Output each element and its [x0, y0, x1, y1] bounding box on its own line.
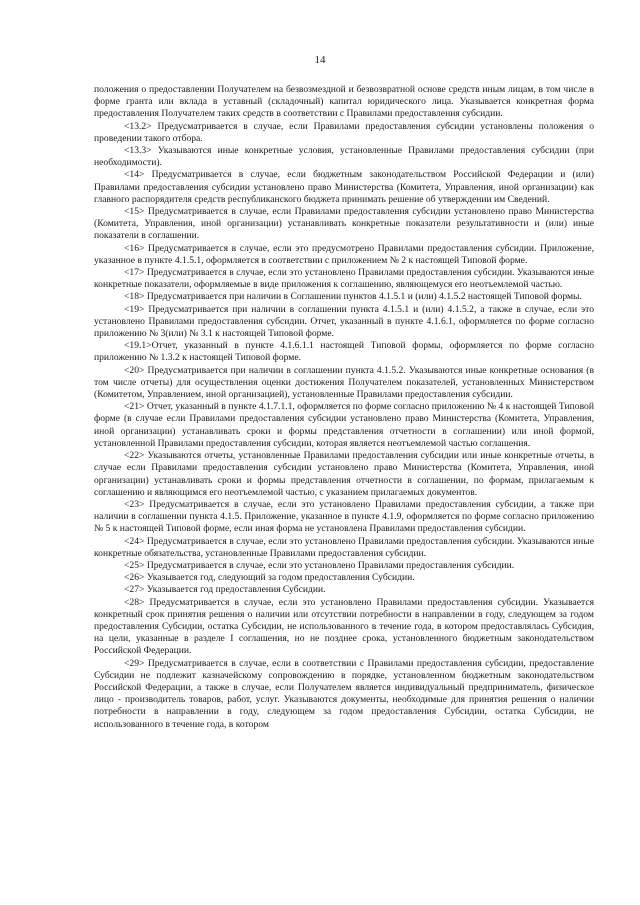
document-body [94, 84, 594, 731]
footnote-paragraph: <13.2> Предусматривается в случае, если Правилами предоставления субсидии установлены положения о проведении такого отбора. [94, 120, 594, 144]
footnote-paragraph: <22> Указываются отчеты, установленные Правилами предоставления субсидии или иные конкретные отчеты, в случае если Правилами предоставления субсидии установлено право Министерства (Комитета, Управления, иной организации) устанавливать сроки и формы представления отчетности в соглашении, по формам, прилагаемым к соглашению и являющимся его неотъемлемой частью, с указанием прилагаемых документов. [94, 450, 594, 498]
footnote-paragraph: <17> Предусматривается в случае, если это установлено Правилами предоставления субсидии. Указываются иные конкретные показатели, оформляемые в виде приложения к соглашению, являющемуся его неотъемлемой частью. [94, 267, 594, 291]
footnote-paragraph: <20> Предусматривается при наличии в соглашении пункта 4.1.5.2. Указываются иные конкретные основания (в том числе отчеты) для осуществления оценки достижения Получателем показателей, установленных Министерством (Комитетом, Управлением, иной организацией), установленные Правилами предоставления субсидии. [94, 364, 594, 401]
footnote-paragraph: <18> Предусматривается при наличии в Соглашении пунктов 4.1.5.1 и (или) 4.1.5.2 настоящей Типовой формы. [124, 291, 582, 303]
footnote-paragraph: <21> Отчет, указанный в пункте 4.1.7.1.1, оформляется по форме согласно приложению № 4 к настоящей Типовой форме (в случае если Правилами предоставления субсидии установлено право Министерства (Комитета, Управления, иной организации) устанавливать сроки и формы представления отчетности в соглашении) или иной формой, установленной Правилами предоставления субсидии, которая является неотъемлемой частью соглашения. [94, 401, 594, 449]
footnote-paragraph: <15> Предусматривается в случае, если Правилами предоставления субсидии установлено право Министерства (Комитета, Управления, иной организации) устанавливать конкретные показатели результативности и (или) иные показатели в соглашении. [94, 206, 594, 242]
footnote-paragraph: <26> Указывается год, следующий за годом предоставления Субсидии. [124, 572, 415, 584]
footnote-paragraph: <29> Предусматривается в случае, если в соответствии с Правилами предоставления субсидии, предоставление Субсидии не подлежит казначейскому сопровождению в порядке, установленном бюджетным законодательством Российской Федерации, а также в случае, если Получателем является индивидуальный предприниматель, физическое лицо - производитель товаров, работ, услуг. Указываются документы, необходимые для принятия решения о наличии потребности в направлении в году, следующем за годом предоставления Субсидии, остатка Субсидии, не использованного в течение года, в котором [94, 657, 594, 730]
footnote-paragraph: <13.3> Указываются иные конкретные условия, установленные Правилами предоставления субсидии (при необходимости). [94, 145, 594, 169]
footnote-paragraph: <28> Предусматривается в случае, если это установлено Правилами предоставления субсидии. Указывается конкретный срок принятия решения о наличии или отсутствии потребности в направлении в году, следующем за годом предоставления Субсидии, остатка Субсидии, не использованного в течение года, в котором предоставлялась Субсидия, на цели, указанные в разделе I соглашения, но не позднее срока, установленного бюджетным законодательством Российской Федерации. [94, 596, 594, 657]
footnote-paragraph: <19.1>Отчет, указанный в пункте 4.1.6.1.1 настоящей Типовой формы, оформляется по форме согласно приложению № 1.3.2 к настоящей Типовой форме. [94, 340, 594, 364]
footnote-paragraph: <16> Предусматривается в случае, если это предусмотрено Правилами предоставления субсидии. Приложение, указанное в пункте 4.1.5.1, оформляется в соответствии с приложением № 2 к настоящей Типовой форме. [94, 242, 594, 266]
footnote-paragraph: <23> Предусматривается в случае, если это установлено Правилами предоставления субсидии, а также при наличии в соглашении пункта 4.1.5. Приложение, указанное в пункте 4.1.9, оформляется по форме согласно приложению № 5 к настоящей Типовой форме, если иная форма не установлена Правилами предоставления субсидии. [94, 498, 594, 535]
footnote-paragraph: <19> Предусматривается при наличии в соглашении пункта 4.1.5.1 и (или) 4.1.5.2, а также в случае, если это установлено Правилами предоставления субсидии. Отчет, указанный в пункте 4.1.6.1, оформляется по форме согласно приложению № 3(или) № 3.1 к настоящей Типовой форме. [94, 303, 594, 340]
footnote-paragraph: положения о предоставлении Получателем на безвозмездной и безвозвратной основе средств иным лицам, в том числе в форме гранта или вклада в уставный (складочный) капитал юридического лица. Указывается конкретная форма предоставления Получателем таких средств в соответствии с Правилами предоставления субсидии. [94, 84, 594, 120]
footnote-paragraph: <24> Предусматривается в случае, если это установлено Правилами предоставления субсидии. Указываются иные конкретные обязательства, установленные Правилами предоставления субсидии. [94, 535, 594, 559]
footnote-paragraph: <25> Предусматривается в случае, если это установлено Правилами предоставления субсидии. [124, 559, 515, 571]
footnote-paragraph: <27> Указывается год предоставления Субсидии. [124, 584, 326, 596]
footnote-paragraph: <14> Предусматривается в случае, если бюджетным законодательством Российской Федерации и (или) Правилами предоставления субсидии установлено право Министерства (Комитета, Управления, иной организации) как главного распорядителя средств республиканского бюджета принимать решение об утверждении им Сведений. [94, 169, 594, 205]
page-number: 14 [314, 54, 326, 66]
